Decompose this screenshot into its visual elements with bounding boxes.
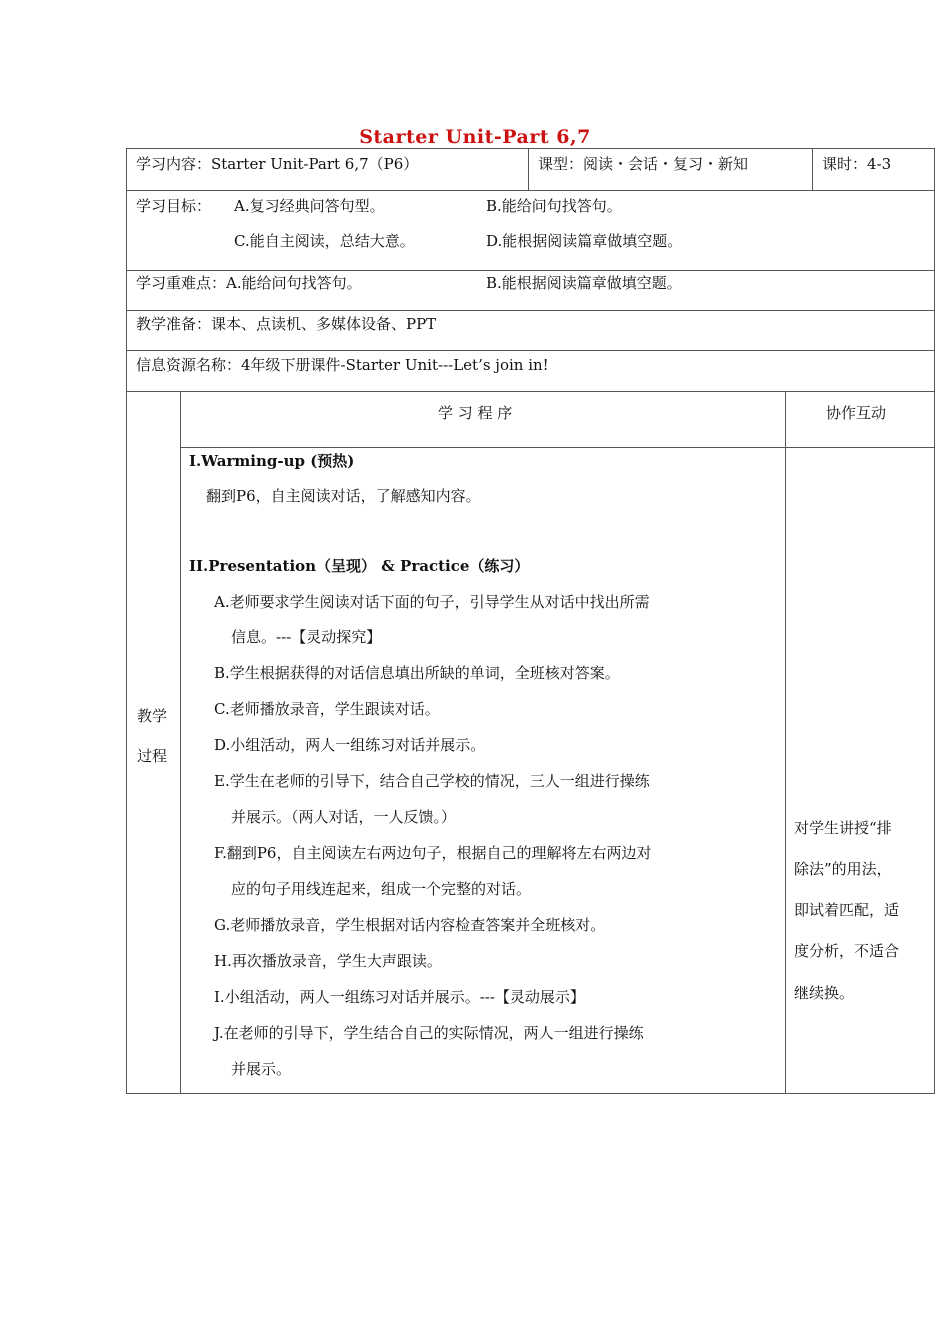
interaction-note-line: 即试着匹配，适 [794,901,900,919]
presentation-title: II.Presentation（呈现） & Practice（练习） [189,557,530,575]
key-points-a: 学习重难点：A.能给问句找答句。 [136,274,362,292]
procedure-line: E.学生在老师的引导下，结合自己学校的情况，三人一组进行操练 [214,772,650,790]
procedure-line: 并展示。 [231,1060,292,1078]
process-label-bottom: 过程 [137,747,168,765]
interaction-note-line: 继续换。 [794,984,855,1002]
page-title: Starter Unit-Part 6,7 [359,126,591,148]
interaction-note-line: 度分析，不适合 [794,942,900,960]
procedure-line: F.翻到P6，自主阅读左右两边句子，根据自己的理解将左右两边对 [214,844,652,862]
objective-c: C.能自主阅读，总结大意。 [234,232,415,250]
procedure-line: G.老师播放录音，学生根据对话内容检查答案并全班核对。 [214,916,606,934]
procedure-header: 学 习 程 序 [438,404,513,422]
procedure-line: I.小组活动，两人一组练习对话并展示。---【灵动展示】 [214,988,585,1006]
procedure-line: D.小组活动，两人一组练习对话并展示。 [214,736,486,754]
procedure-line: J.在老师的引导下，学生结合自己的实际情况，两人一组进行操练 [214,1024,644,1042]
procedure-line: 应的句子用线连起来，组成一个完整的对话。 [231,880,532,898]
lesson-period: 课时：4-3 [822,155,892,173]
warmup-title: I.Warming-up (预热) [189,452,355,470]
interaction-header: 协作互动 [826,404,887,422]
process-side-cell [126,391,181,1094]
objective-b: B.能给问句找答句。 [486,197,622,215]
procedure-line: H.再次播放录音，学生大声跟读。 [214,952,442,970]
resource-name: 信息资源名称：4年级下册课件-Starter Unit---Let’s join in! [136,356,549,374]
lesson-type: 课型：阅读・会话・复习・新知 [538,155,749,173]
interaction-note-line: 除法”的用法， [794,860,892,878]
process-label-top: 教学 [137,707,168,725]
teaching-preparation: 教学准备：课本、点读机、多媒体设备、PPT [136,315,437,333]
objective-d: D.能根据阅读篇章做填空题。 [486,232,683,250]
procedure-line: B.学生根据获得的对话信息填出所缺的单词，全班核对答案。 [214,664,620,682]
objectives-label: 学习目标： [136,197,212,215]
procedure-line: A.老师要求学生阅读对话下面的句子，引导学生从对话中找出所需 [214,593,650,611]
procedure-line: C.老师播放录音，学生跟读对话。 [214,700,440,718]
procedure-line: 信息。---【灵动探究】 [231,628,382,646]
interaction-note-line: 对学生讲授“排 [794,819,892,837]
objective-a: A.复习经典问答句型。 [234,197,385,215]
study-content: 学习内容：Starter Unit-Part 6,7（P6） [136,155,419,173]
warmup-text: 翻到P6，自主阅读对话，了解感知内容。 [206,487,481,505]
procedure-line: 并展示。（两人对话，一人反馈。） [231,808,457,826]
key-points-b: B.能根据阅读篇章做填空题。 [486,274,682,292]
